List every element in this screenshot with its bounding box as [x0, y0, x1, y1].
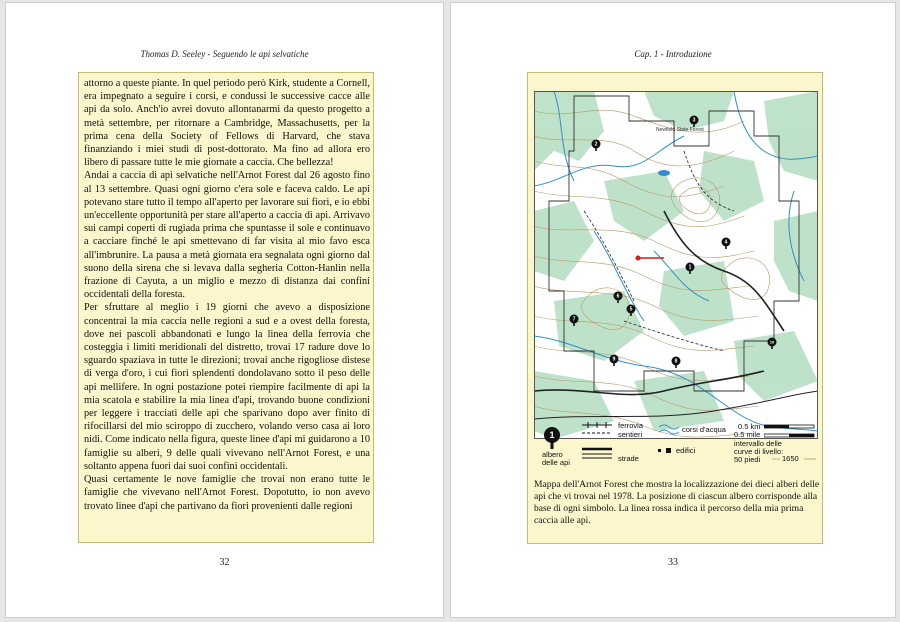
first-hunt-start	[636, 256, 641, 261]
legend-contour-value: 1650	[782, 454, 799, 463]
legend-contour-interval: intervallo delle curve di livello: 50 piedi	[734, 439, 784, 464]
water-icon	[658, 423, 680, 435]
paragraph: Per sfruttare al meglio i 19 giorni che avevo a disposizione concentrai la mia caccia nelle regioni a sud e a ovest della foresta, dove nei pascoli abbandonati e lungo la linea della ferrovia che costeggia i limiti meridionali del distretto, trovai 17 radure dove lo sguardo spaziava in tutte le direzioni; trovai anche rigogliose distese di verga d'oro, i cui fiori splendenti dondolavano sotto il peso delle api mellifere. In ogni postazione potei riempire facilmente di api la mia scatola e stabilire la mia linea d'api, trovando buone condizioni per leggere i tracciati delle api che sparivano dopo aver finito di rifocillarsi del mio sciroppo di zucchero, volando verso casa ai loro nidi. Come indicato nella figura, queste linee d'api mi guidarono a 10 famiglie su alberi, 9 delle quali vivevano nell'Arnot Forest, e una soltanto appena fuori dai suoi confini occidentali.	[84, 302, 370, 472]
legend-tree-label: albero delle api	[542, 450, 570, 467]
bee-tree-icon	[542, 427, 562, 449]
map-label-state-forest: Newfield State Forest	[656, 127, 704, 133]
legend-scale-km: 0.5 km	[738, 422, 761, 431]
paragraph: attorno a queste piante. In quel periodo però Kirk, studente a Cornell, era impegnato a seguire i corsi, e condussi le successive cacce alle api da solo. Anch'io avrei dovuto allontanarmi da questo progetto a metà settembre, per ritornare a Cambridge, Massachusetts, per la prima cena della Society of Fellows di Harvard, che stava finanziando i miei studi di post-dottorato. Ma fino ad allora ero libero di passare tutte le mie giornate a caccia. Che bellezza!	[84, 78, 370, 169]
bee-tree-number: 1	[688, 264, 692, 271]
paragraph: Andai a caccia di api selvatiche nell'Arnot Forest dal 26 agosto fino al 13 settembre. Quasi ogni giorno c'era sole e faceva caldo. Le api potevano stare tutto il tempo all'aperto per lavorare sui fiori, e io ebbi un'eccellente opportunità per stare all'aperto a caccia di api. Arrivavo sui campi coperti di rugiada prima che spuntasse il sole e continuavo a cacciare finché le api smettevano di far visita al mio favo esca all'imbrunire. La pausa a metà giornata era segnalata ogni giorno dal suono della sirena che si levava dalla segheria Cotton-Hanlin nella frazione di Cayuta, a un miglio e mezzo di distanza dai confini occidentali della foresta.	[84, 170, 370, 301]
building-icon	[658, 448, 672, 454]
figure-caption: Mappa dell'Arnot Forest che mostra la localizzazione dei dieci alberi delle api che vi trovai nel 1978. La posizione di ciascun albero corrisponde alla base di ogni simbolo. La linea rossa indica il percorso della mia prima caccia alle api.	[534, 479, 820, 526]
page-number: 33	[668, 557, 678, 568]
right-page	[451, 3, 895, 617]
bee-tree-number: 7	[572, 316, 576, 323]
bee-tree-number: 9	[612, 356, 616, 363]
running-header: Cap. 1 - Introduzione	[634, 49, 712, 59]
legend-line-symbols	[582, 421, 614, 465]
bee-tree-number: 3	[692, 117, 696, 124]
svg-text:1: 1	[549, 430, 555, 440]
legend-railroad: ferrovia	[618, 421, 644, 430]
bee-tree-number: 4	[724, 239, 728, 246]
bee-tree-number: 10	[769, 339, 775, 345]
body-text-block	[78, 72, 374, 543]
bee-tree-number: 6	[616, 293, 620, 300]
paragraph: Quasi certamente le nove famiglie che trovai non erano tutte le famiglie che vivevano nell'Arnot Forest. Dopotutto, io non avevo trovato linee d'api che partivano da fiori provenienti dalle regioni	[84, 474, 370, 512]
legend-roads: strade	[618, 454, 639, 463]
left-page	[6, 3, 443, 617]
figure	[527, 72, 823, 544]
scale-bar	[764, 423, 816, 439]
legend-scale-mile: 0.5 mile	[734, 430, 761, 439]
legend-trails: sentieri	[618, 430, 643, 439]
page-number: 32	[219, 557, 230, 568]
legend-buildings: edifici	[676, 446, 696, 455]
bee-tree-number: 8	[674, 358, 678, 365]
topographic-map	[534, 91, 818, 439]
pond	[658, 170, 670, 176]
bee-tree-number: 5	[629, 306, 633, 313]
running-header: Thomas D. Seeley - Seguendo le api selvatiche	[140, 49, 309, 59]
bee-tree-number: 2	[594, 141, 598, 148]
legend-water: corsi d'acqua	[682, 425, 726, 434]
